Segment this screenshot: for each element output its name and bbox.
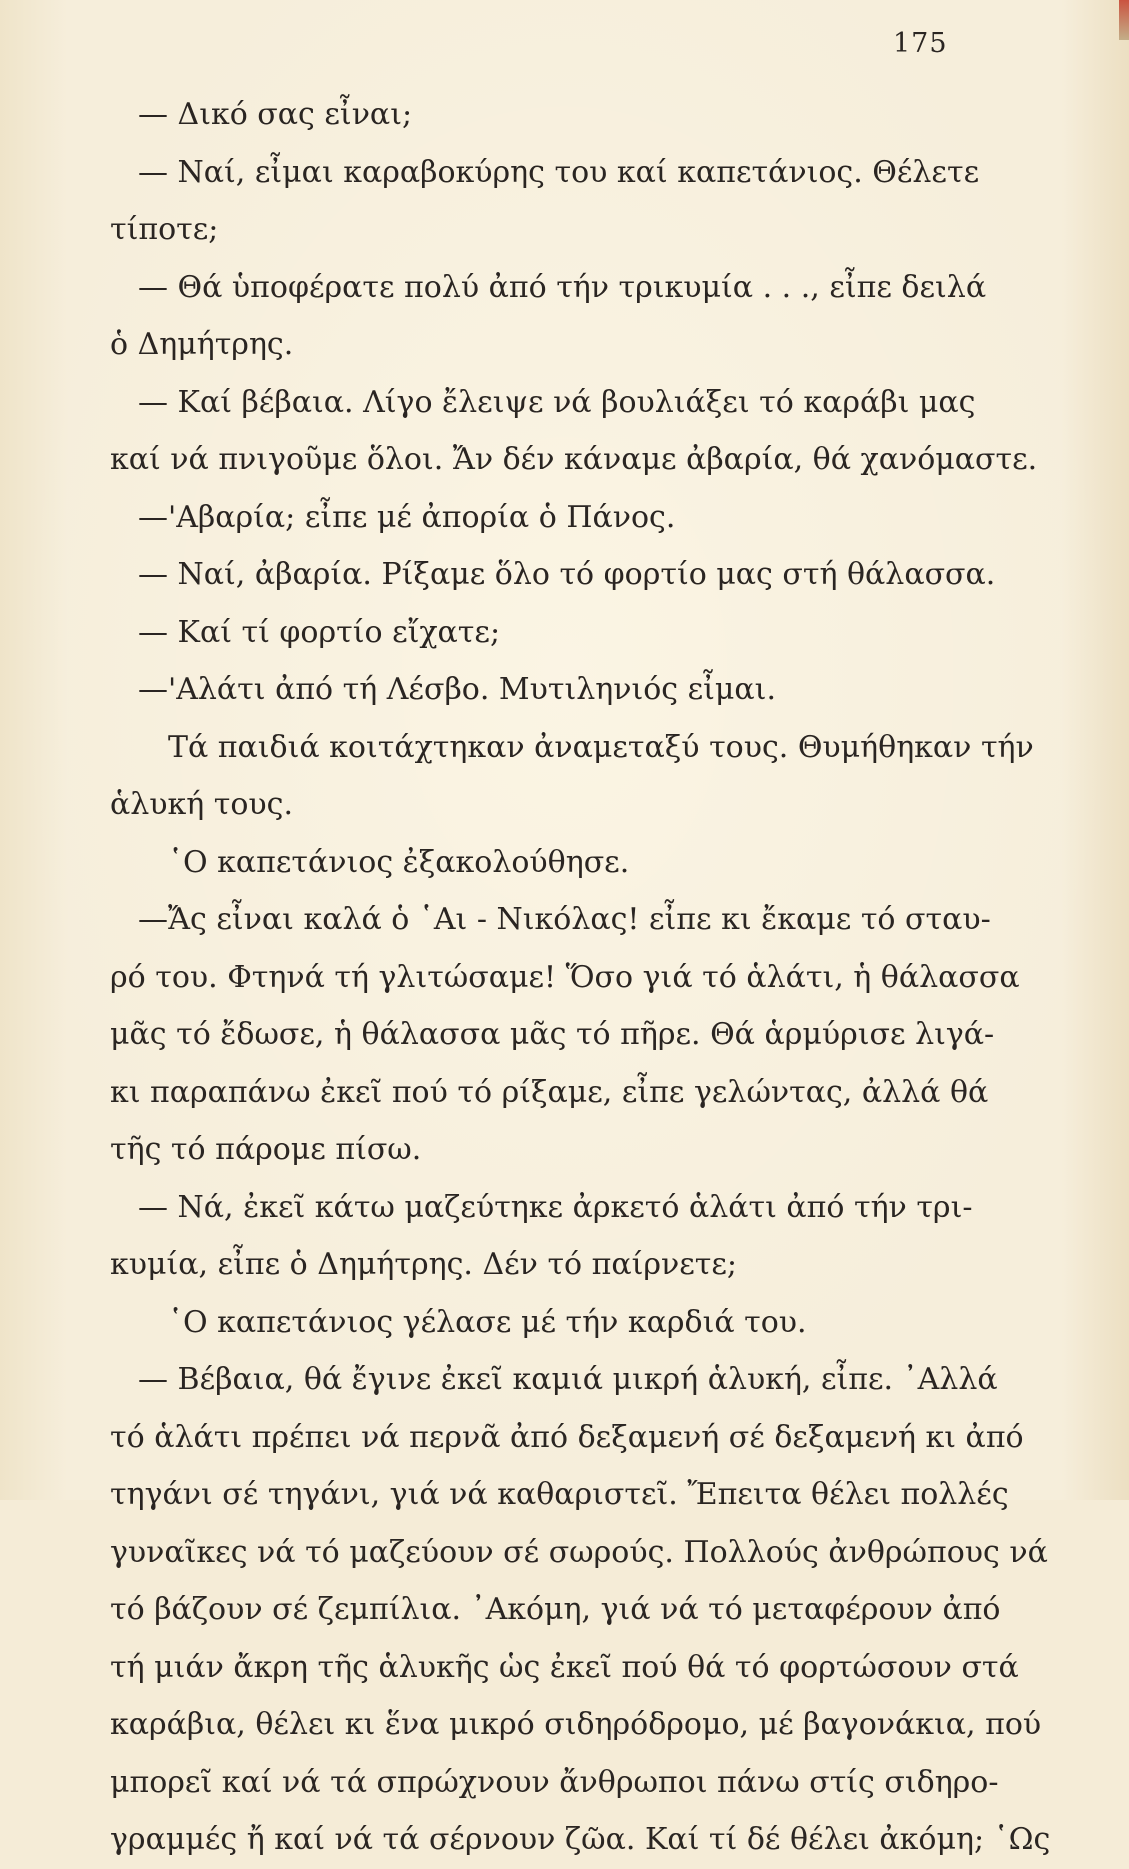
text-line: — Νά, ἐκεῖ κάτω μαζεύτηκε ἀρκετό ἁλάτι ἀπό τήν τρι- bbox=[138, 1189, 973, 1225]
text-line: ῾Ο καπετάνιος ἐξακολούθησε. bbox=[168, 844, 630, 880]
text-line: — Θά ὑποφέρατε πολύ ἀπό τήν τρικυμία . . ., εἶπε δειλά bbox=[138, 269, 987, 305]
text-line: τό βάζουν σέ ζεμπίλια. ᾿Ακόμη, γιά νά τό μεταφέρουν ἀπό bbox=[110, 1592, 1001, 1627]
page-edge-mark bbox=[1119, 0, 1129, 40]
text-line: καράβια, θέλει κι ἕνα μικρό σιδηρόδρομο, μέ βαγονάκια, πού bbox=[110, 1707, 1042, 1742]
text-line: κυμία, εἶπε ὁ Δημήτρης. Δέν τό παίρνετε; bbox=[110, 1247, 738, 1282]
text-line: ῾Ο καπετάνιος γέλασε μέ τήν καρδιά του. bbox=[168, 1304, 807, 1340]
text-line: τό ἁλάτι πρέπει νά περνᾶ ἀπό δεξαμενή σέ δεξαμενή κι ἀπό bbox=[110, 1419, 1024, 1455]
text-line: — Ναί, εἶμαι καραβοκύρης του καί καπετάνιος. Θέλετε bbox=[138, 154, 980, 190]
text-line: —'Αλάτι ἀπό τή Λέσβο. Μυτιληνιός εἶμαι. bbox=[138, 672, 776, 707]
text-line: ρό του. Φτηνά τή γλιτώσαμε! Ὅσο γιά τό ἁλάτι, ἡ θάλασσα bbox=[110, 959, 1020, 995]
text-line: Τά παιδιά κοιτάχτηκαν ἀναμεταξύ τους. Θυμήθηκαν τήν bbox=[168, 729, 1034, 765]
text-line: —'Αβαρία; εἶπε μέ ἀπορία ὁ Πάνος. bbox=[138, 499, 676, 535]
text-line: τίποτε; bbox=[110, 212, 219, 247]
text-line: — Ναί, ἀβαρία. Ρίξαμε ὅλο τό φορτίο μας στή θάλασσα. bbox=[138, 557, 996, 592]
text-line: — Βέβαια, θά ἔγινε ἐκεῖ καμιά μικρή ἁλυκή, εἶπε. ᾿Αλλά bbox=[138, 1362, 998, 1397]
text-line: γραμμές ἤ καί νά τά σέρνουν ζῶα. Καί τί δέ θέλει ἀκόμη; ῾Ως bbox=[110, 1822, 1051, 1857]
text-line: — Δικό σας εἶναι; bbox=[138, 97, 413, 132]
text-line: — Καί τί φορτίο εἴχατε; bbox=[138, 614, 501, 650]
text-line: τῆς τό πάρομε πίσω. bbox=[110, 1132, 422, 1167]
text-line: ἁλυκή τους. bbox=[110, 787, 294, 822]
text-line: — Καί βέβαια. Λίγο ἔλειψε νά βουλιάξει τό καράβι μας bbox=[138, 384, 976, 420]
text-line: —Ἄς εἶναι καλά ὁ ῾Αι - Νικόλας! εἶπε κι ἔκαμε τό σταυ- bbox=[138, 902, 991, 937]
text-line: μπορεῖ καί νά τά σπρώχνουν ἄνθρωποι πάνω στίς σιδηρο- bbox=[110, 1764, 999, 1800]
page-number: 175 bbox=[893, 28, 948, 59]
text-line: τηγάνι σέ τηγάνι, γιά νά καθαριστεῖ. Ἔπειτα θέλει πολλές bbox=[110, 1477, 1009, 1512]
body-text bbox=[110, 86, 1051, 1869]
text-line: κι παραπάνω ἐκεῖ πού τό ρίξαμε, εἶπε γελώντας, ἀλλά θά bbox=[110, 1074, 989, 1110]
text-line: γυναῖκες νά τό μαζεύουν σέ σωρούς. Πολλούς ἀνθρώπους νά bbox=[110, 1534, 1048, 1570]
text-line: τή μιάν ἄκρη τῆς ἁλυκῆς ὡς ἐκεῖ πού θά τό φορτώσουν στά bbox=[110, 1649, 1019, 1685]
text-line: μᾶς τό ἔδωσε, ἡ θάλασσα μᾶς τό πῆρε. Θά ἁρμύρισε λιγά- bbox=[110, 1017, 995, 1052]
text-line: καί νά πνιγοῦμε ὅλοι. Ἄν δέν κάναμε ἀβαρία, θά χανόμαστε. bbox=[110, 442, 1038, 477]
text-line: ὁ Δημήτρης. bbox=[110, 327, 294, 362]
